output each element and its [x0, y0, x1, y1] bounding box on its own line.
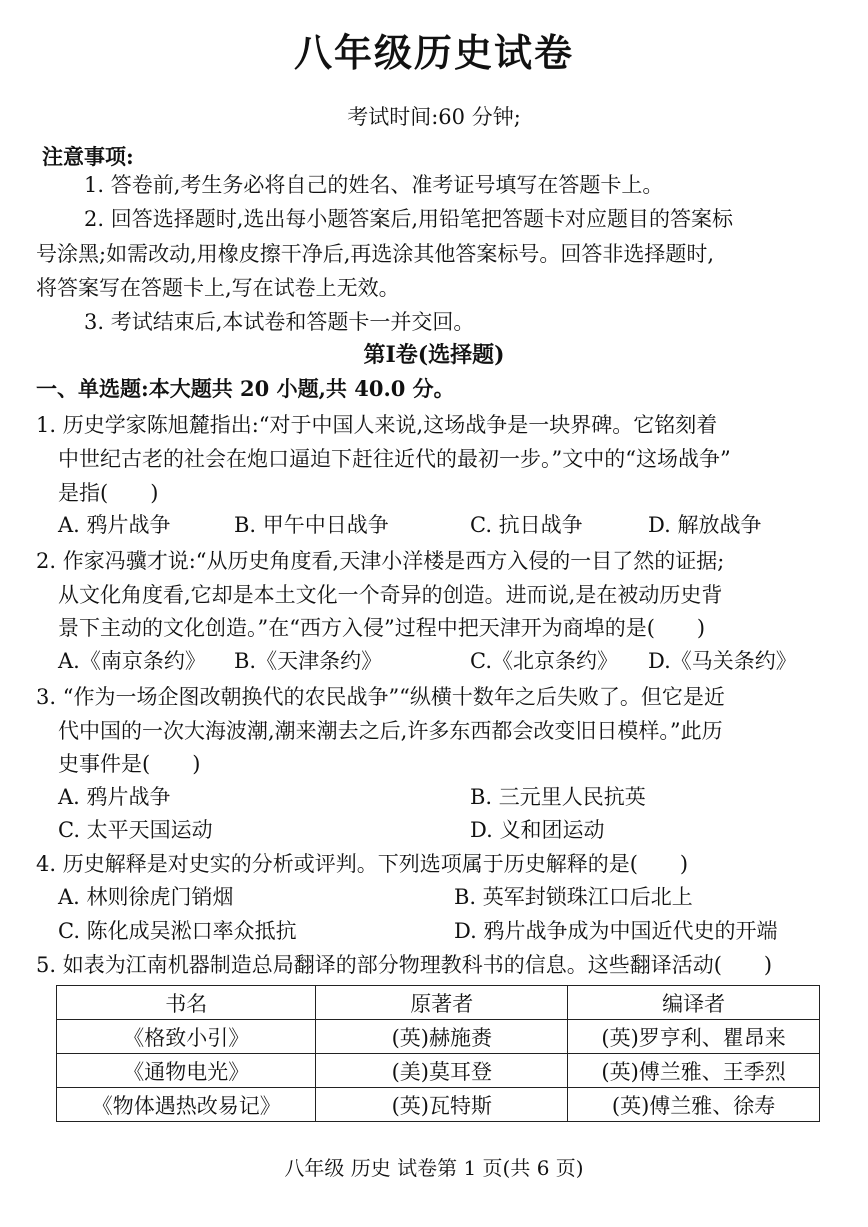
- question-4-option-d: D. 鸦片战争成为中国近代史的开端: [454, 919, 778, 943]
- exam-time: 考试时间:60 分钟;: [347, 105, 521, 129]
- question-3-option-a: A. 鸦片战争: [58, 785, 171, 809]
- notice-item-2-line-1: 2. 回答选择题时,选出每小题答案后,用铅笔把答题卡对应题目的答案标: [84, 207, 734, 231]
- question-1-line-3: 是指( ): [58, 481, 159, 505]
- question-3-line-1: 3. “作为一场企图改朝换代的农民战争”“纵横十数年之后失败了。但它是近: [36, 685, 725, 709]
- table-cell: (英)傅兰雅、王季烈: [568, 1054, 820, 1088]
- question-1-line-1: 1. 历史学家陈旭麓指出:“对于中国人来说,这场战争是一块界碑。它铭刻着: [36, 413, 718, 437]
- notice-item-2-line-2: 号涂黑;如需改动,用橡皮擦干净后,再选涂其他答案标号。回答非选择题时,: [36, 242, 715, 266]
- question-1-line-2: 中世纪古老的社会在炮口逼迫下赶往近代的最初一步。”文中的“这场战争”: [58, 447, 731, 471]
- question-1-option-a: A. 鸦片战争: [58, 513, 171, 537]
- part-heading: 一、单选题:本大题共 20 小题,共 40.0 分。: [36, 376, 455, 401]
- table-header-author: 原著者: [316, 986, 568, 1020]
- table-header-translator: 编译者: [568, 986, 820, 1020]
- question-3-line-3: 史事件是( ): [58, 752, 201, 776]
- section-title: 第Ⅰ卷(选择题): [363, 342, 505, 368]
- notice-item-3: 3. 考试结束后,本试卷和答题卡一并交回。: [84, 310, 475, 334]
- table-row: [57, 1054, 820, 1088]
- question-2-option-d: D.《马关条约》: [648, 649, 797, 673]
- question-4-option-b: B. 英军封锁珠江口后北上: [454, 885, 693, 909]
- notice-heading: 注意事项:: [42, 144, 134, 169]
- table-header-book: 书名: [57, 986, 316, 1020]
- table-header-row: [57, 986, 820, 1020]
- table-cell: 《物体遇热改易记》: [57, 1088, 316, 1122]
- question-5-line-1: 5. 如表为江南机器制造总局翻译的部分物理教科书的信息。这些翻译活动( ): [36, 953, 773, 977]
- page-title: 八年级历史试卷: [293, 30, 574, 75]
- notice-item-2-line-3: 将答案写在答题卡上,写在试卷上无效。: [36, 276, 400, 300]
- question-4-option-c: C. 陈化成吴淞口率众抵抗: [58, 919, 297, 943]
- table-cell: (英)瓦特斯: [316, 1088, 568, 1122]
- question-2-line-1: 2. 作家冯骥才说:“从历史角度看,天津小洋楼是西方入侵的一目了然的证据;: [36, 549, 725, 573]
- question-2-option-c: C.《北京条约》: [470, 649, 618, 673]
- table-row: [57, 1088, 820, 1122]
- question-2-line-2: 从文化角度看,它却是本土文化一个奇异的创造。进而说,是在被动历史背: [58, 583, 723, 607]
- table-cell: 《通物电光》: [57, 1054, 316, 1088]
- table-cell: 《格致小引》: [57, 1020, 316, 1054]
- table-cell: (英)赫施赉: [316, 1020, 568, 1054]
- question-3-line-2: 代中国的一次大海波潮,潮来潮去之后,许多东西都会改变旧日模样。”此历: [58, 719, 723, 743]
- table-cell: (英)傅兰雅、徐寿: [568, 1088, 820, 1122]
- page-footer: 八年级 历史 试卷第 1 页(共 6 页): [284, 1156, 584, 1180]
- question-4-line-1: 4. 历史解释是对史实的分析或评判。下列选项属于历史解释的是( ): [36, 852, 689, 876]
- question-4-option-a: A. 林则徐虎门销烟: [58, 885, 234, 909]
- question-3-option-d: D. 义和团运动: [470, 818, 605, 842]
- table-cell: (美)莫耳登: [316, 1054, 568, 1088]
- question-3-option-c: C. 太平天国运动: [58, 818, 213, 842]
- translation-table: [56, 985, 820, 1122]
- question-2-option-b: B.《天津条约》: [234, 649, 383, 673]
- question-2-option-a: A.《南京条约》: [58, 649, 206, 673]
- question-2-line-3: 景下主动的文化创造。”在“西方入侵”过程中把天津开为商埠的是( ): [58, 616, 706, 640]
- question-1-option-b: B. 甲午中日战争: [234, 513, 389, 537]
- question-3-option-b: B. 三元里人民抗英: [470, 785, 646, 809]
- notice-item-1: 1. 答卷前,考生务必将自己的姓名、准考证号填写在答题卡上。: [84, 173, 664, 197]
- table-cell: (英)罗亨利、瞿昂来: [568, 1020, 820, 1054]
- table-row: [57, 1020, 820, 1054]
- question-1-option-d: D. 解放战争: [648, 513, 762, 537]
- question-1-option-c: C. 抗日战争: [470, 513, 583, 537]
